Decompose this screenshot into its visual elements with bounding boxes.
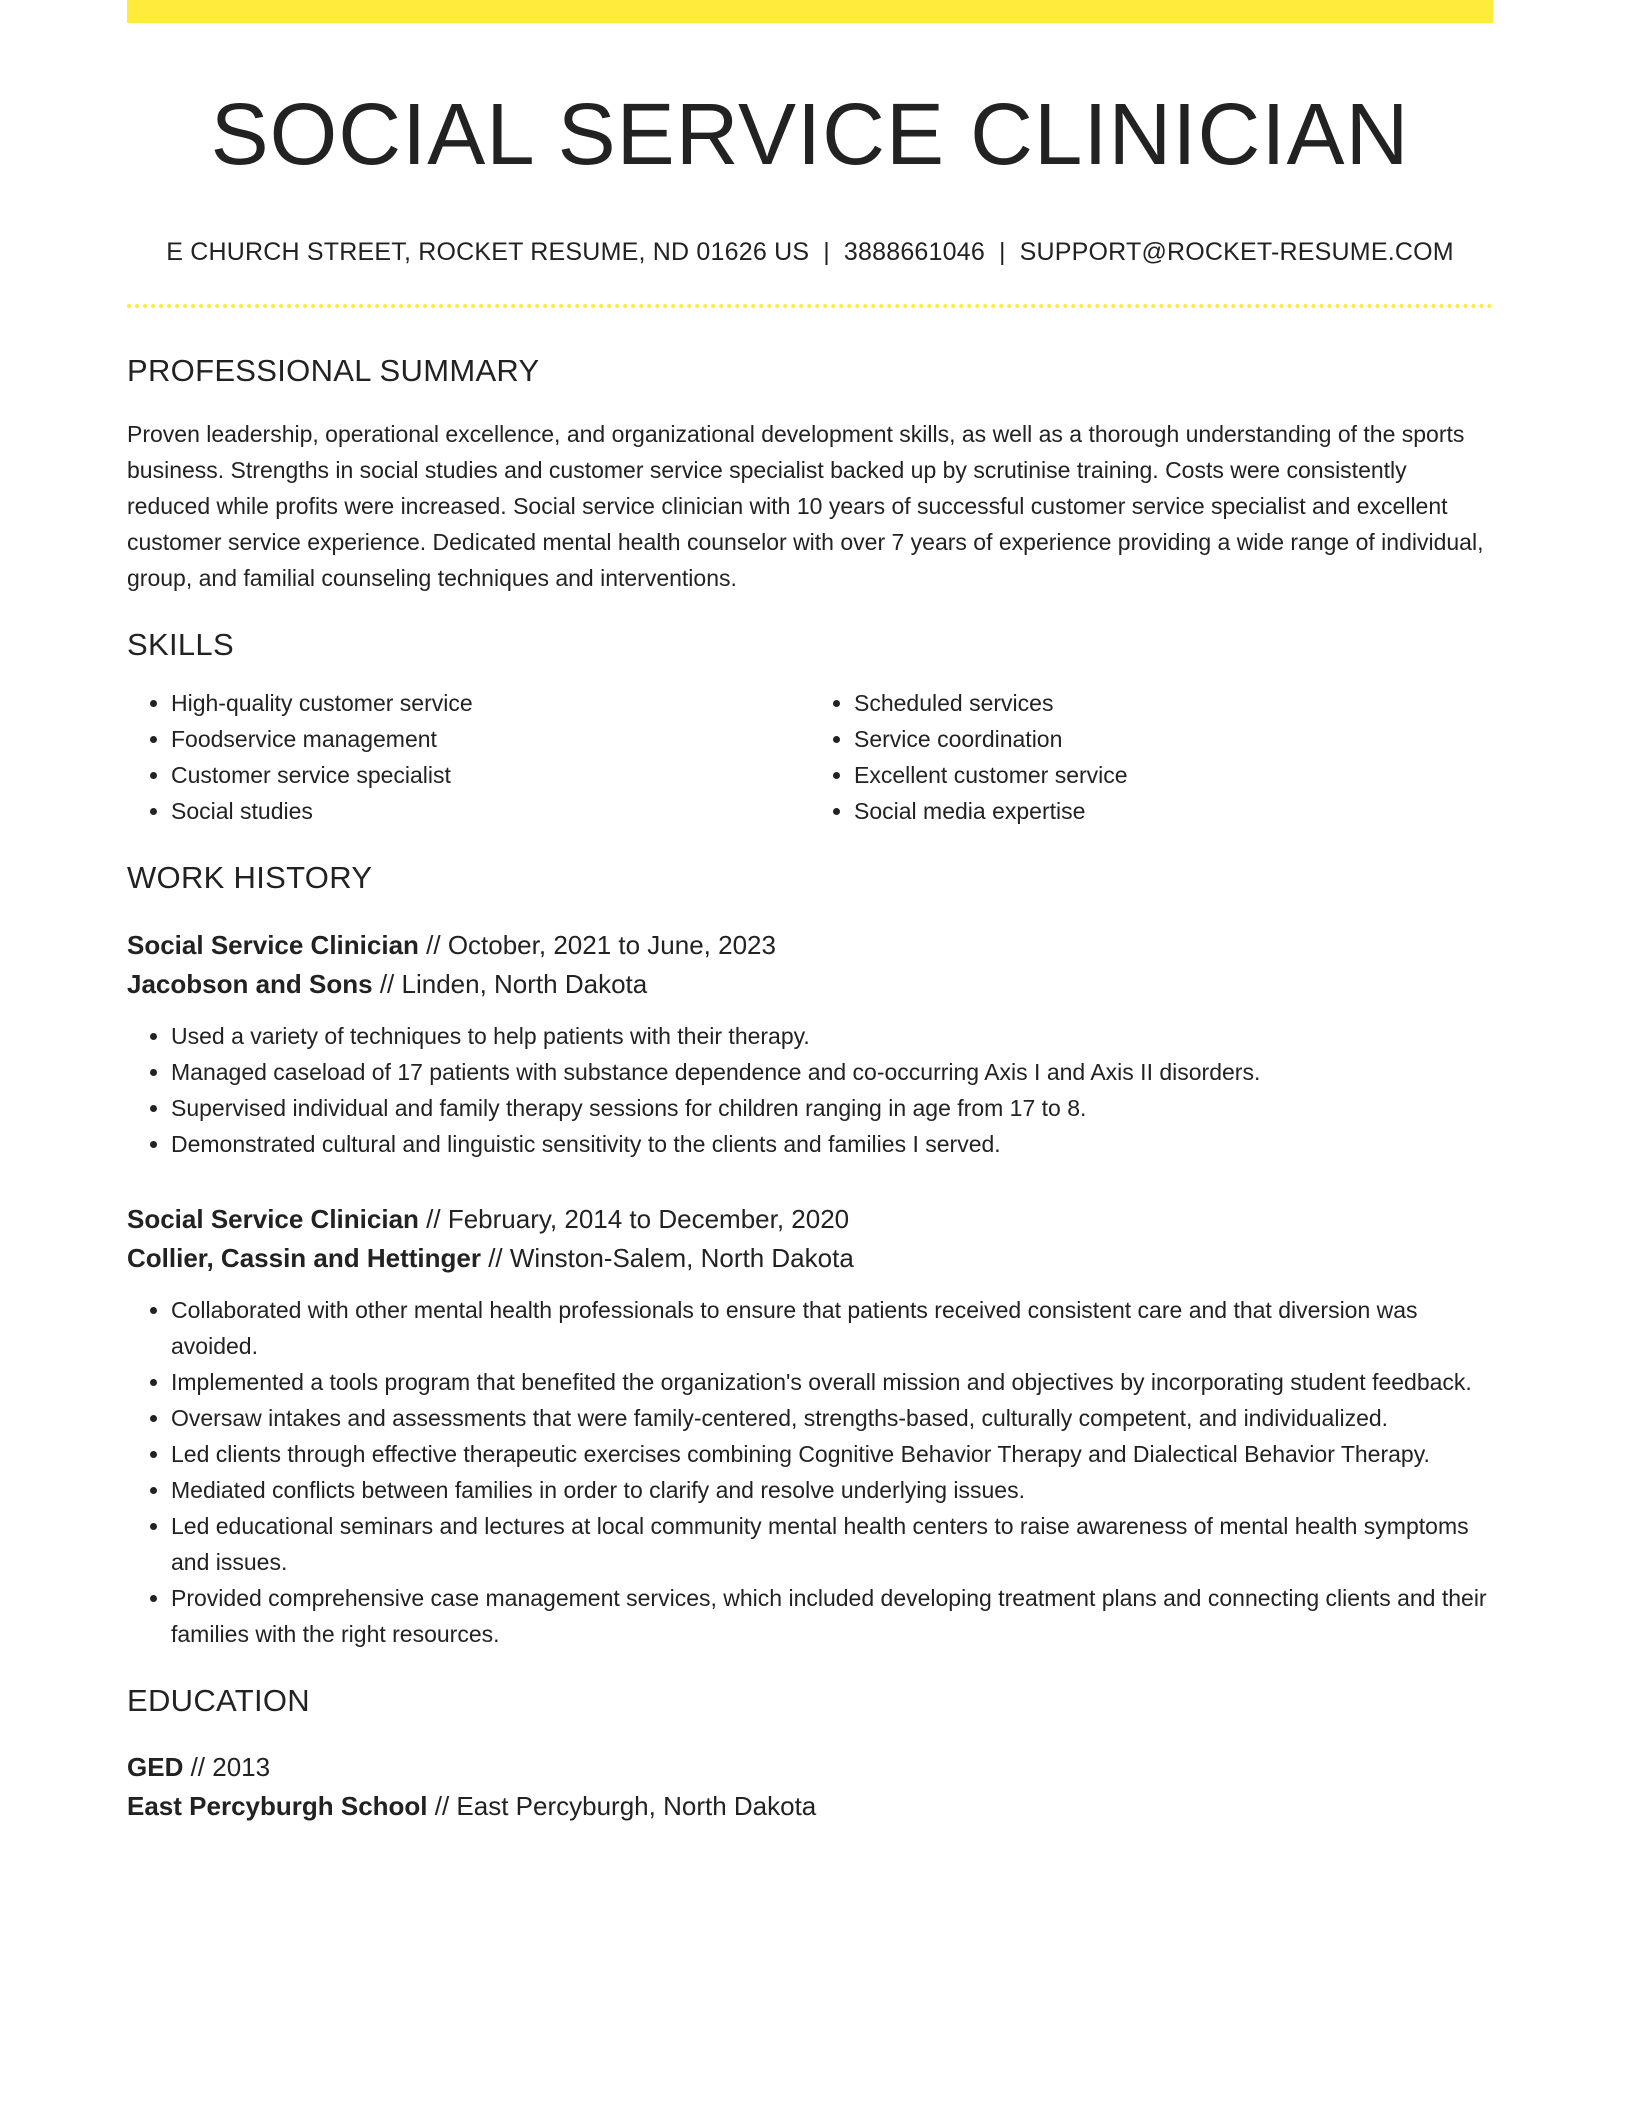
job-bullet: • Used a variety of techniques to help patients with their therapy. (171, 1018, 1493, 1054)
work-history-heading: WORK HISTORY (127, 860, 373, 896)
job-bullet: • Demonstrated cultural and linguistic sensitivity to the clients and families I served. (171, 1126, 1493, 1162)
skills-columns (127, 685, 1493, 829)
job-bullet: • Implemented a tools program that benefited the organization's overall mission and objectives by incorporating student feedback. (171, 1364, 1493, 1400)
job-title: Social Service Clinician (127, 929, 419, 960)
resume-page (127, 0, 1493, 1826)
education-heading: EDUCATION (127, 1682, 310, 1718)
skill-item: • Excellent customer service (854, 757, 1493, 793)
contact-separator: | (823, 238, 830, 267)
job-company-line (127, 1239, 1493, 1278)
job-company-line (127, 965, 1493, 1004)
education-entry (127, 1748, 1493, 1826)
education-section (127, 1682, 1493, 1826)
dotted-divider (127, 304, 1493, 308)
skills-list-left (127, 685, 810, 829)
job-company: Collier, Cassin and Hettinger (127, 1242, 481, 1273)
skills-heading: SKILLS (127, 627, 234, 663)
job-title-line (127, 1200, 1493, 1239)
job-bullet: • Collaborated with other mental health professionals to ensure that patients received consistent care and that diversion was avoided. (171, 1292, 1493, 1364)
job-title: Social Service Clinician (127, 1203, 419, 1234)
email: SUPPORT@ROCKET-RESUME.COM (1019, 238, 1454, 267)
contact-line (127, 237, 1493, 267)
job-location: // Winston-Salem, North Dakota (480, 1242, 854, 1273)
skill-item: • High-quality customer service (171, 685, 810, 721)
job-bullets (127, 1292, 1493, 1652)
job-bullet: • Supervised individual and family therapy sessions for children ranging in age from 17 to 8. (171, 1090, 1493, 1126)
contact-separator: | (998, 238, 1006, 267)
skill-item: • Foodservice management (171, 721, 810, 757)
summary-heading: PROFESSIONAL SUMMARY (127, 353, 540, 389)
skills-list-right (810, 685, 1493, 829)
job-entry (127, 926, 1493, 1162)
job-bullet: • Mediated conflicts between families in order to clarify and resolve underlying issues. (171, 1472, 1493, 1508)
job-bullet: • Managed caseload of 17 patients with substance dependence and co-occurring Axis I and Axis II disorders. (171, 1054, 1493, 1090)
skill-item: • Service coordination (854, 721, 1493, 757)
skill-item: • Customer service specialist (171, 757, 810, 793)
candidate-name: SOCIAL SERVICE CLINICIAN (210, 86, 1410, 183)
job-company: Jacobson and Sons (127, 968, 373, 999)
job-bullet: • Led clients through effective therapeutic exercises combining Cognitive Behavior Therapy and Dialectical Behavior Therapy. (171, 1436, 1493, 1472)
skills-section (127, 626, 1493, 829)
job-dates: // October, 2021 to June, 2023 (418, 929, 776, 960)
summary-text: Proven leadership, operational excellence, and organizational development skills, as well as a thorough understanding of the sports business. Strengths in social studies and customer service specialist backed up by scrutinise training. Costs were consistently reduced while profits were increased. Social service clinician with 10 years of successful customer service specialist and excellent customer service experience. Dedicated mental health counselor with over 7 years of experience providing a wide range of individual, group, and familial counseling techniques and interventions. (127, 421, 1484, 592)
school: East Percyburgh School (127, 1790, 428, 1821)
work-history-section (127, 859, 1493, 1651)
degree-year: // 2013 (183, 1751, 271, 1782)
address: E CHURCH STREET, ROCKET RESUME, ND 01626 US (166, 238, 810, 267)
job-bullets (127, 1018, 1493, 1162)
skill-item: • Scheduled services (854, 685, 1493, 721)
summary-section (127, 352, 1493, 596)
school-line (127, 1787, 1493, 1826)
job-title-line (127, 926, 1493, 965)
job-location: // Linden, North Dakota (372, 968, 648, 999)
skill-item: • Social media expertise (854, 793, 1493, 829)
job-entry (127, 1200, 1493, 1652)
job-bullet: • Oversaw intakes and assessments that were family-centered, strengths-based, culturally competent, and individualized. (171, 1400, 1493, 1436)
phone: 3888661046 (843, 238, 985, 267)
school-location: // East Percyburgh, North Dakota (427, 1790, 817, 1821)
skill-item: • Social studies (171, 793, 810, 829)
job-bullet: • Led educational seminars and lectures at local community mental health centers to raise awareness of mental health symptoms and issues. (171, 1508, 1493, 1580)
job-bullet: • Provided comprehensive case management services, which included developing treatment plans and connecting clients and their families with the right resources. (171, 1580, 1493, 1652)
job-dates: // February, 2014 to December, 2020 (418, 1203, 850, 1234)
accent-top-bar (127, 0, 1493, 23)
degree: GED (127, 1751, 184, 1782)
degree-line (127, 1748, 1493, 1787)
